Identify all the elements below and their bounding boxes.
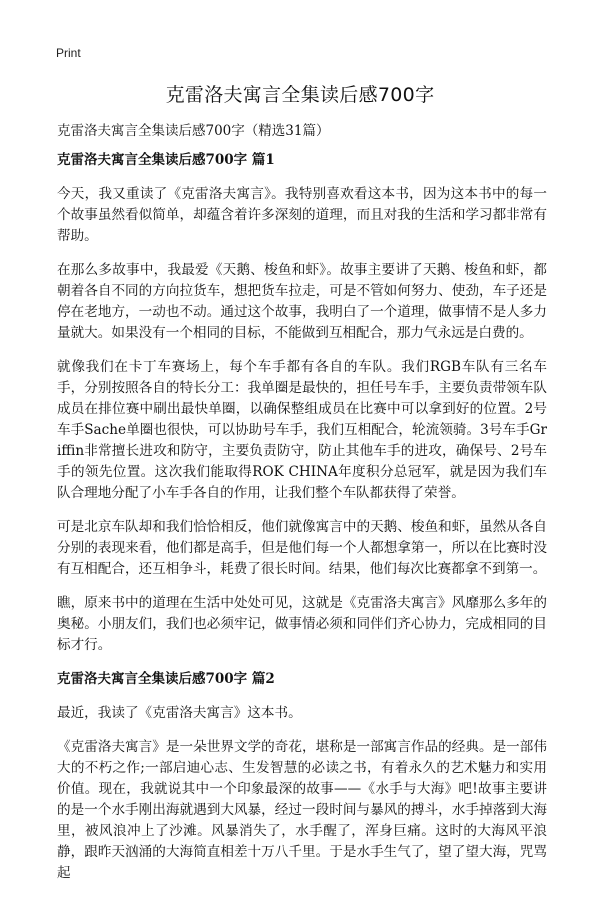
paragraph: 可是北京车队却和我们恰恰相反，他们就像寓言中的天鹅、梭鱼和虾，虽然从各自分别的表现来看，他们都是高手，但是他们每一个人都想拿第一，所以在比赛时没有互相配合，还互相争斗，耗费了很长时间。结果，他们每次比赛都拿不到第一。 [57, 519, 547, 577]
document-subtitle: 克雷洛夫寓言全集读后感700字（精选31篇） [57, 123, 330, 139]
paragraph: 在那么多故事中，我最爱《天鹅、梭鱼和虾》。故事主要讲了天鹅、梭鱼和虾，都朝着各自不同的方向拉货车，想把货车拉走，可是不管如何努力、使劲，车子还是停在老地方，一动也不动。通过这个故事，我明白了一个道理，做事情不是人多力量就大。如果没有一个相同的目标，不能做到互相配合，那力气永远是白费的。 [57, 262, 547, 341]
paragraph: 瞧，原来书中的道理在生活中处处可见，这就是《克雷洛夫寓言》风靡那么多年的奥秘。小朋友们，我们也必须牢记，做事情必须和同伴们齐心协力，完成相同的目标才行。 [57, 595, 547, 653]
print-link[interactable]: Print [56, 46, 81, 60]
paragraph: 《克雷洛夫寓言》是一朵世界文学的奇花，堪称是一部寓言作品的经典。是一部伟大的不朽之作;一部启迪心志、生发智慧的必读之书，有着永久的艺术魅力和实用价值。现在，我就说其中一个印象最深的故事——《水手与大海》吧!故事主要讲的是一个水手刚出海就遇到大风暴，经过一段时间与暴风的搏斗，水手掉落到大海里，被风浪冲上了沙滩。风暴消失了，水手醒了，浑身巨痛。这时的大海风平浪静，跟昨天汹涌的大海简直相差十万八千里。于是水手生气了，望了望大海，咒骂起 [57, 739, 547, 881]
document-body [57, 150, 547, 897]
paragraph: 今天，我又重读了《克雷洛夫寓言》。我特别喜欢看这本书，因为这本书中的每一个故事虽然看似简单，却蕴含着许多深刻的道理，而且对我的生活和学习都非常有帮助。 [57, 186, 547, 244]
document-title: 克雷洛夫寓言全集读后感700字 [165, 84, 435, 106]
section-heading: 克雷洛夫寓言全集读后感700字 篇2 [57, 671, 275, 687]
section-heading: 克雷洛夫寓言全集读后感700字 篇1 [57, 152, 275, 168]
paragraph: 最近，我读了《克雷洛夫寓言》这本书。 [57, 705, 302, 721]
paragraph: 就像我们在卡丁车赛场上，每个车手都有各自的车队。我们RGB车队有三名车手，分别按照各自的特长分工：我单圈是最快的，担任号车手，主要负责带领车队成员在排位赛中刷出最快单圈，以确保整组成员在比赛中可以拿到好的位置。2号车手Sache单圈也很快，可以协助号车手，我们互相配合，轮流领骑。3号车手Griffin非常擅长进攻和防守，主要负责防守，防止其他车手的进攻，确保号、2号车手的领先位置。这次我们能取得ROK CHINA年度积分总冠军，就是因为我们车队合理地分配了小车手各自的作用，让我们整个车队都获得了荣誉。 [57, 359, 547, 501]
